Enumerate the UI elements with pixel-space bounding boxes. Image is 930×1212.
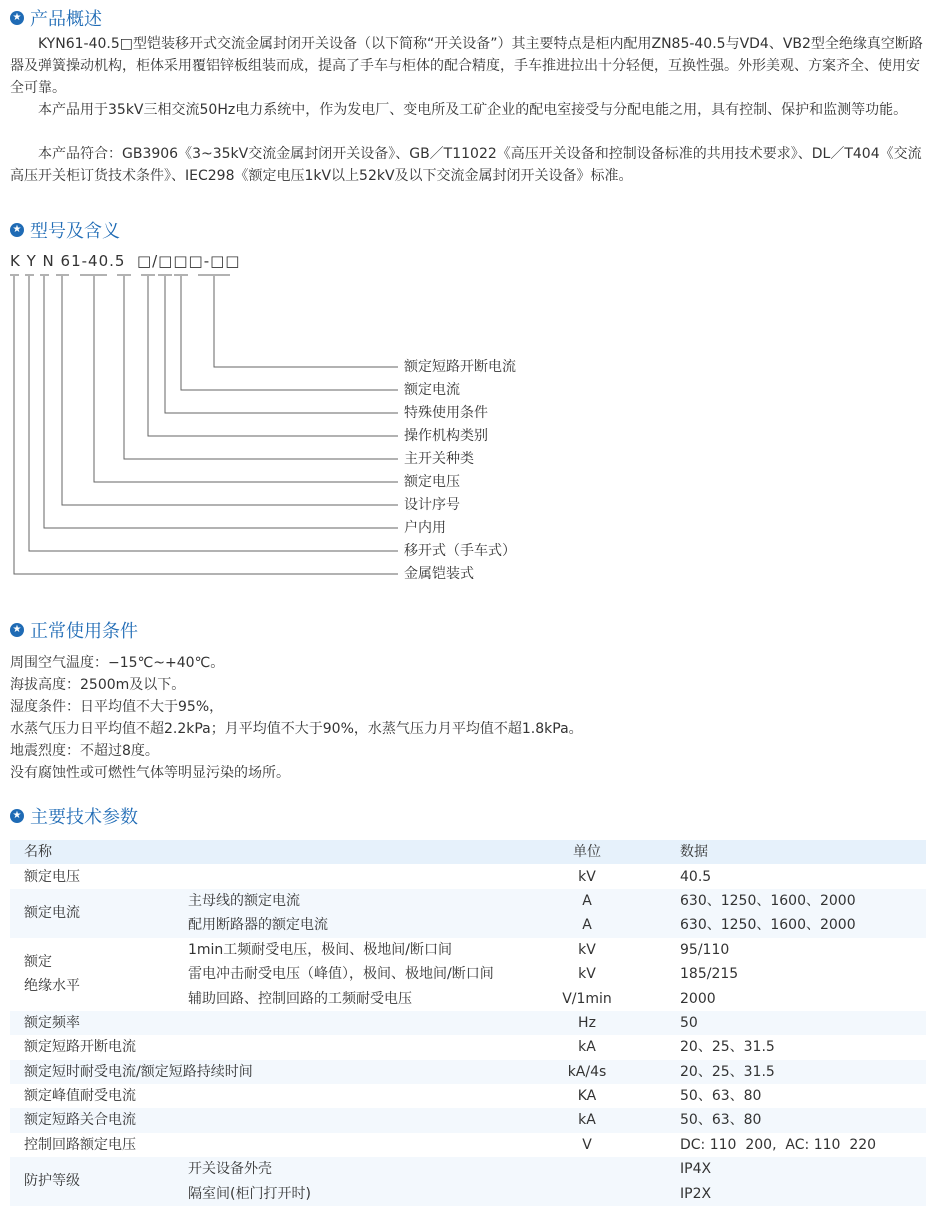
section-title-params bbox=[10, 804, 138, 828]
param-unit: kV bbox=[542, 864, 632, 888]
table-header-row bbox=[10, 840, 926, 864]
param-subname: 配用断路器的额定电流 bbox=[174, 913, 542, 937]
section-title-text: 型号及含义 bbox=[30, 221, 120, 242]
star-circle-icon: ★ bbox=[10, 223, 24, 237]
param-data: 20、25、31.5 bbox=[632, 1060, 926, 1084]
table-row bbox=[10, 1108, 926, 1132]
param-name: 额定短时耐受电流/额定短路持续时间 bbox=[10, 1060, 542, 1084]
overview-paragraph-3: 本产品符合：GB3906《3~35kV交流金属封闭开关设备》、GB／T11022《高压开关设备和控制设备标准的共用技术要求》、DL／T404《交流高压开关柜订货技术条件》、IEC298《额定电压1kV以上52kV及以下交流金属封闭开关设备》标准。 bbox=[10, 146, 922, 184]
model-label-rated-breaking-current: 额定短路开断电流 bbox=[404, 359, 516, 375]
param-unit: kA/4s bbox=[542, 1060, 632, 1084]
condition-line: 地震烈度：不超过8度。 bbox=[10, 743, 159, 759]
param-unit: A bbox=[542, 889, 632, 913]
section-title-text: 主要技术参数 bbox=[30, 807, 138, 828]
star-circle-icon: ★ bbox=[10, 11, 24, 25]
section-title-conditions bbox=[10, 618, 138, 642]
model-label-main-switch-type: 主开关种类 bbox=[404, 451, 474, 467]
param-data: 40.5 bbox=[632, 864, 926, 888]
model-label-design-serial: 设计序号 bbox=[404, 497, 460, 513]
model-label-operating-mechanism: 操作机构类别 bbox=[404, 428, 488, 444]
param-unit: KA bbox=[542, 1084, 632, 1108]
param-subname: 雷电冲击耐受电压（峰值），极间、极地间/断口间 bbox=[174, 962, 542, 986]
param-name bbox=[10, 938, 174, 1011]
param-name: 额定短路开断电流 bbox=[10, 1035, 542, 1059]
condition-line: 湿度条件：日平均值不大于95%， bbox=[10, 699, 224, 715]
param-data: 630、1250、1600、2000 bbox=[632, 913, 926, 937]
param-data: 50 bbox=[632, 1011, 926, 1035]
model-label-rated-voltage: 额定电压 bbox=[404, 474, 460, 490]
params-table bbox=[10, 840, 926, 1206]
param-subname: 1min工频耐受电压，极间、极地间/断口间 bbox=[174, 938, 542, 962]
param-data: 185/215 bbox=[632, 962, 926, 986]
condition-line: 没有腐蚀性或可燃性气体等明显污染的场所。 bbox=[10, 765, 290, 781]
star-circle-icon: ★ bbox=[10, 623, 24, 637]
param-data: IP2X bbox=[632, 1181, 926, 1205]
param-unit: kA bbox=[542, 1108, 632, 1132]
param-name-line: 额定 bbox=[24, 954, 52, 971]
table-row bbox=[10, 1035, 926, 1059]
param-subname: 辅助回路、控制回路的工频耐受电压 bbox=[174, 986, 542, 1010]
param-unit: A bbox=[542, 913, 632, 937]
model-diagram-lines bbox=[0, 0, 930, 600]
header-unit: 单位 bbox=[542, 840, 632, 864]
model-code: K Y N 61-40.5 □/□□□-□□ bbox=[10, 252, 241, 270]
param-name: 额定短路关合电流 bbox=[10, 1108, 542, 1132]
table-row bbox=[10, 1157, 926, 1181]
param-data: 2000 bbox=[632, 986, 926, 1010]
param-subname: 隔室间(柜门打开时) bbox=[174, 1181, 542, 1205]
param-data: IP4X bbox=[632, 1157, 926, 1181]
param-data: 20、25、31.5 bbox=[632, 1035, 926, 1059]
model-label-metal-clad: 金属铠装式 bbox=[404, 566, 474, 582]
model-label-indoor: 户内用 bbox=[404, 520, 446, 536]
table-row bbox=[10, 1060, 926, 1084]
condition-line: 海拔高度：2500m及以下。 bbox=[10, 677, 186, 693]
condition-line: 水蒸气压力日平均值不超2.2kPa；月平均值不大于90%，水蒸气压力月平均值不超1.8kPa。 bbox=[10, 721, 583, 737]
param-name: 控制回路额定电压 bbox=[10, 1133, 542, 1157]
table-row bbox=[10, 1011, 926, 1035]
param-name: 防护等级 bbox=[10, 1157, 174, 1206]
condition-line: 周围空气温度：−15℃~+40℃。 bbox=[10, 655, 225, 671]
param-unit: kA bbox=[542, 1035, 632, 1059]
param-name: 额定电压 bbox=[10, 864, 542, 888]
table-row bbox=[10, 889, 926, 913]
table-row bbox=[10, 938, 926, 962]
param-name: 额定频率 bbox=[10, 1011, 542, 1035]
section-title-text: 产品概述 bbox=[30, 9, 102, 30]
model-label-withdrawable: 移开式（手车式） bbox=[404, 543, 516, 559]
model-label-rated-current: 额定电流 bbox=[404, 382, 460, 398]
param-subname: 开关设备外壳 bbox=[174, 1157, 542, 1181]
table-row bbox=[10, 1084, 926, 1108]
param-name: 额定峰值耐受电流 bbox=[10, 1084, 542, 1108]
param-data: 50、63、80 bbox=[632, 1084, 926, 1108]
header-data: 数据 bbox=[632, 840, 926, 864]
table-row bbox=[10, 1133, 926, 1157]
param-unit: V/1min bbox=[542, 986, 632, 1010]
param-unit: V bbox=[542, 1133, 632, 1157]
param-name: 额定电流 bbox=[10, 889, 174, 938]
param-unit bbox=[542, 1157, 632, 1181]
param-subname: 主母线的额定电流 bbox=[174, 889, 542, 913]
overview-paragraph-2: 本产品用于35kV三相交流50Hz电力系统中，作为发电厂、变电所及工矿企业的配电室接受与分配电能之用，具有控制、保护和监测等功能。 bbox=[38, 102, 908, 118]
param-data: 95/110 bbox=[632, 938, 926, 962]
param-data: 50、63、80 bbox=[632, 1108, 926, 1132]
table-row bbox=[10, 864, 926, 888]
overview-paragraph-1: KYN61-40.5□型铠装移开式交流金属封闭开关设备（以下简称“开关设备”）其主要特点是柜内配用ZN85-40.5与VD4、VB2型全绝缘真空断路器及弹簧操动机构，柜体采用覆铝锌板组装而成，提高了手车与柜体的配合精度，手车推进拉出十分轻便，互换性强。外形美观、方案齐全、使用安全可靠。 bbox=[10, 36, 923, 96]
param-name-line: 绝缘水平 bbox=[24, 978, 80, 995]
param-unit: kV bbox=[542, 962, 632, 986]
param-unit: kV bbox=[542, 938, 632, 962]
section-title-text: 正常使用条件 bbox=[30, 621, 138, 642]
header-name: 名称 bbox=[10, 840, 542, 864]
param-data: DC: 110 200, AC: 110 220 bbox=[632, 1133, 926, 1157]
star-circle-icon: ★ bbox=[10, 809, 24, 823]
param-unit: Hz bbox=[542, 1011, 632, 1035]
model-label-special-conditions: 特殊使用条件 bbox=[404, 405, 488, 421]
param-unit bbox=[542, 1181, 632, 1205]
param-data: 630、1250、1600、2000 bbox=[632, 889, 926, 913]
